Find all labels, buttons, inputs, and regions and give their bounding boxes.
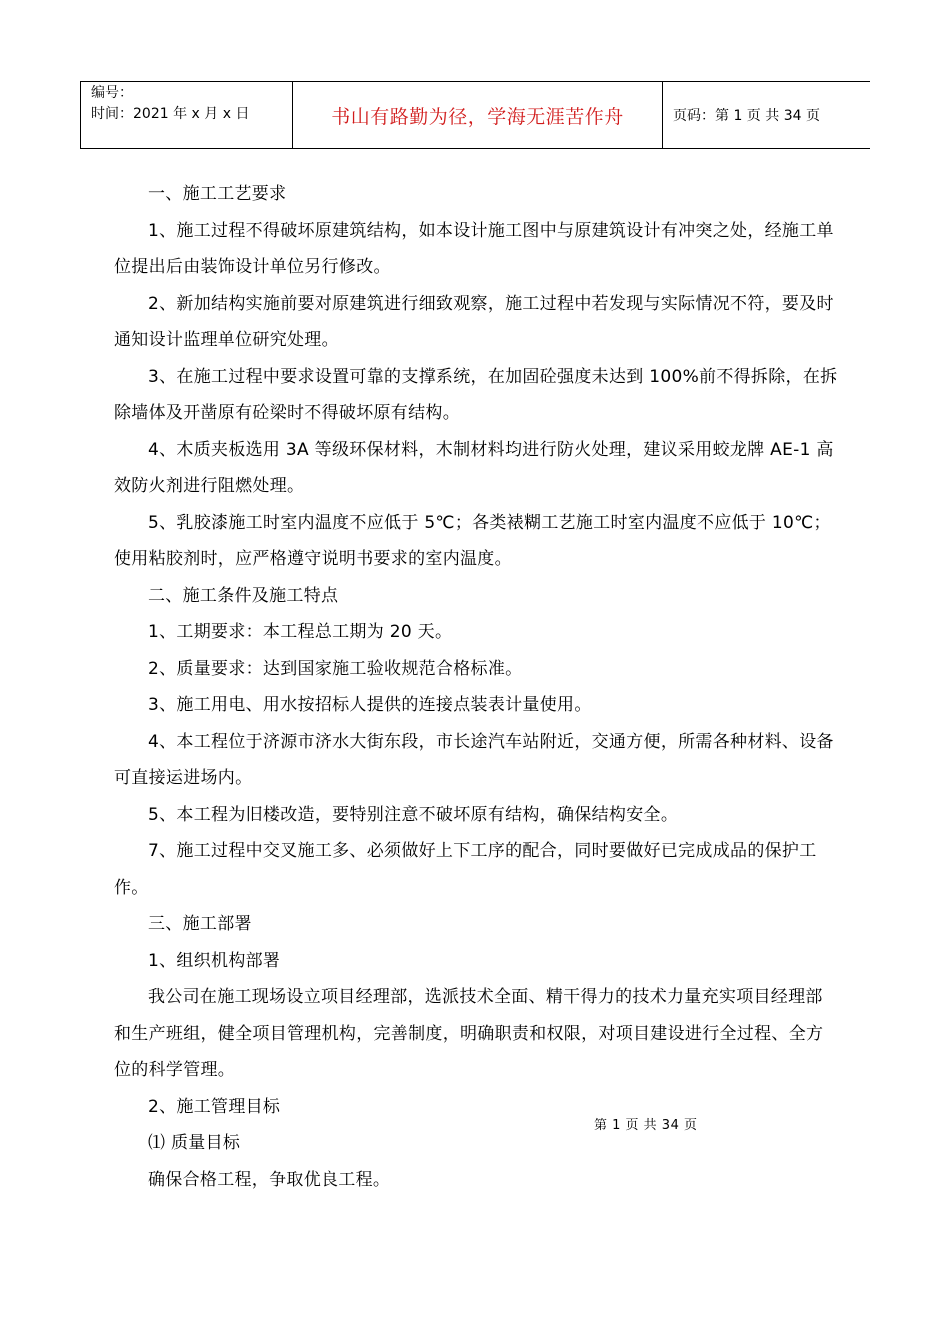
- section-heading: 三、施工部署: [148, 914, 252, 934]
- paragraph: 4、本工程位于济源市济水大街东段，市长途汽车站附近，交通方便，所需各种材料、设备可直接运进场内。: [114, 731, 834, 788]
- document-header: [80, 81, 870, 149]
- paragraph: 2、新加结构实施前要对原建筑进行细致观察，施工过程中若发现与实际情况不符，要及时通知设计监理单位研究处理。: [114, 293, 834, 350]
- paragraph: 7、施工过程中交叉施工多、必须做好上下工序的配合，同时要做好已完成成品的保护工作。: [114, 841, 817, 898]
- paragraph: 3、施工用电、用水按招标人提供的连接点装表计量使用。: [148, 695, 592, 715]
- paragraph: 2、质量要求：达到国家施工验收规范合格标准。: [148, 658, 523, 679]
- paragraph: 5、本工程为旧楼改造，要特别注意不破坏原有结构，确保结构安全。: [148, 804, 679, 825]
- paragraph: 5、乳胶漆施工时室内温度不应低于 5℃；各类裱糊工艺施工时室内温度不应低于 10℃；使用粘胶剂时，应严格遵守说明书要求的室内温度。: [114, 512, 831, 569]
- header-motto: 书山有路勤为径，学海无涯苦作舟: [293, 82, 663, 149]
- subsection-heading: 2、施工管理目标: [148, 1096, 281, 1117]
- section-heading: 一、施工工艺要求: [148, 184, 287, 204]
- subsection-heading: ⑴ 质量目标: [148, 1133, 241, 1153]
- paragraph: 1、工期要求：本工程总工期为 20 天。: [148, 622, 453, 642]
- document-number: 编号：: [91, 85, 133, 101]
- paragraph: 确保合格工程，争取优良工程。: [148, 1169, 391, 1190]
- section-heading: 二、施工条件及施工特点: [148, 585, 339, 606]
- header-info-cell: [81, 82, 293, 149]
- footer-page-number: 第 1 页 共 34 页: [594, 1118, 698, 1133]
- header-page-number: 页码：第 1 页 共 34 页: [663, 82, 871, 149]
- paragraph: 3、在施工过程中要求设置可靠的支撑系统，在加固砼强度未达到 100%前不得拆除，在拆除墙体及开凿原有砼梁时不得破坏原有结构。: [114, 366, 838, 423]
- paragraph: 我公司在施工现场设立项目经理部，选派技术全面、精干得力的技术力量充实项目经理部和生产班组，健全项目管理机构，完善制度，明确职责和权限，对项目建设进行全过程、全方位的科学管理。: [114, 987, 824, 1080]
- document-time: 时间：2021 年 x 月 x 日: [91, 106, 250, 122]
- document-body: [114, 176, 838, 1198]
- subsection-heading: 1、组织机构部署: [148, 950, 281, 971]
- paragraph: 4、木质夹板选用 3A 等级环保材料，木制材料均进行防火处理，建议采用蛟龙牌 AE-1 高效防火剂进行阻燃处理。: [114, 439, 834, 496]
- paragraph: 1、施工过程不得破坏原建筑结构，如本设计施工图中与原建筑设计有冲突之处，经施工单位提出后由装饰设计单位另行修改。: [114, 220, 834, 277]
